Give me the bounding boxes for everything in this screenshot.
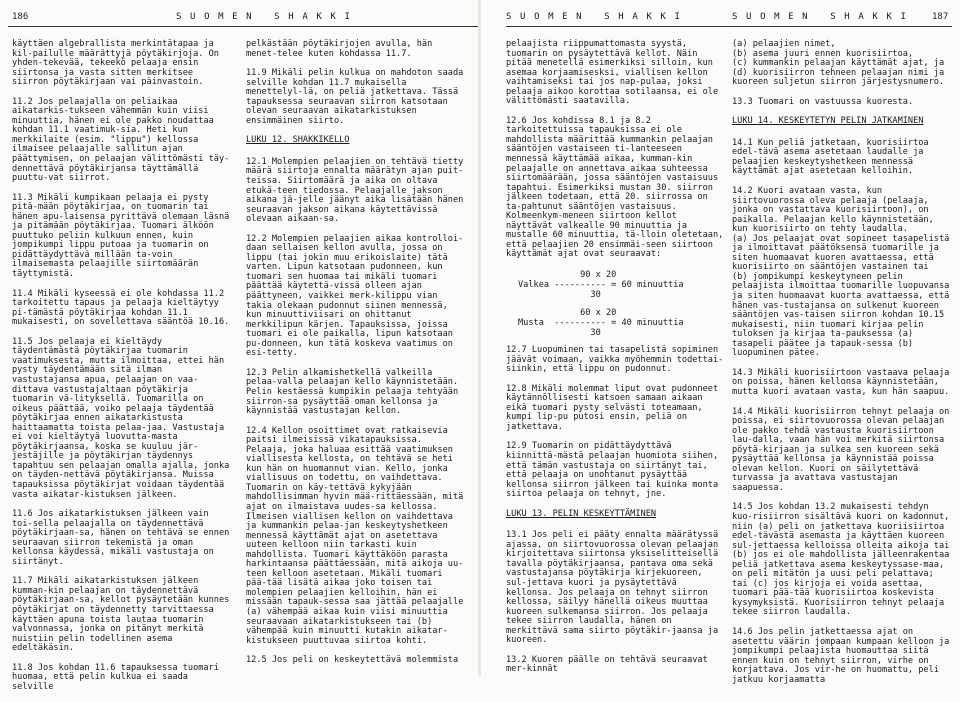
paragraph: 13.2 Kuoren päälle on tehtävä seuraavat mer-kinnät	[506, 654, 708, 675]
left-page	[0, 0, 480, 692]
formula-musta: 60 x 20 Musta ---------- = 40 minuuttia 30	[518, 308, 684, 339]
paragraph: 14.2 Kuori avataan vasta, kun siirtovuorossa oleva pelaaja (pelaaja, jonka on vastattava kuorisiirtoon), on paikalla. Pelaajan kello käynnistetään, kun kuorisiirto on tehty laudalla. (a) Jos pelaajat ovat sopineet tasapelistä ja ilmoittavat päätöksensä tuomarille ja siten huomaavat kuoren avattaessa, että kuorisiirto on sääntöjen vastainen tai (b) jompikumpi keskeytyneen pelin pelaajista ilmoittaa tuomarille luopuvansa ja siten huomaavat kuorta avattaessa, että hänen vas-tustajansa on sulkenut kuoreen sääntöjen vas-taisen siirron kohdan 10.15 mukaisesti, niin tuomari kirjaa pelin tuloksen ja kirjaa ta-pauksessa (a) tasapeli päätee ja tapauk-sessa (b) luopuminen pätee.	[732, 186, 950, 359]
right-page-column-1	[506, 40, 724, 685]
left-page-header	[0, 12, 480, 26]
right-page	[480, 0, 960, 685]
paragraph: 11.2 Jos pelaajalla on peliaikaa aikatarkis-tukseen vähemmän kuin viisi minuuttia, hänen ei ole pakko noudattaa kohdan 11.1 vaatimuk-sia. Heti kun merkkilaite (esim. "lippu") kellossa ilmaisee pelaajalle sallitun ajan päättymisen, on pelaajan välittömästi täy-dennettävä pöytäkirjansa täyttämällä puuttu-vat siirrot.	[12, 96, 230, 184]
paragraph: 11.3 Mikäli kumpikaan pelaaja ei pysty pitä-mään pöytäkirjaa, on tuomarin tai hänen apu-laisensa pyrittävä olemaan läsnä ja pitämään pöytäkirjaa. Tuomari älköön puuttuko peliin kulkuun ennen, kuin jompikumpi lippu putoaa ja tuomarin on pidättäydyttävä millään ta-voin ilmaisemasta pelaajille siirtomäärän täyttymistä.	[12, 192, 230, 280]
paragraph: 14.5 Jos kohdan 13.2 mukaisesti tehdyn kuo-risiirron sisältävä kuori on kadonnut, niin (a) peli on jatkettava kuoriisiirtoa edel-tävästä asemasta ja käyttäen kuoreen sul-jettaessa kelloissa olleita aikoja tai (b) jos ei ole mahdollista jälleenrakentaa peliä jatkettava asema keskeytyssase-maa, on peli mitätön ja uusi peli pelattava; tai (c) jos kirjoja ei voida asettaa, tuomari pää-tää kuorisiirtoa koskevista kysymyksistä. Kuorisiirron tehnyt pelaaja tekee siirron laudalla.	[732, 502, 950, 618]
paragraph: 12.3 Pelin alkamishetkellä valkeilla pelaa-valla pelaajan kello käynnistetään. Pelin kestäessä kumpikin pelaaja tehtyään siirron-sa pysäyttää oman kellonsa ja käynnistää vastustajan kellon.	[246, 367, 459, 417]
paragraph: 13.3 Tuomari on vastuussa kuoresta.	[732, 96, 914, 107]
paragraph: (a) pelaajien nimet, (b) asema juuri ennen kuorisiirtoa, (c) kummankin pelaajan käyttämät ajat, ja (d) kuorisiirron tehneen pelaajan nimi ja kuoreen suljetun siirron järjestysnumero.	[732, 39, 945, 88]
paragraph: 12.8 Mikäli molemmat liput ovat pudonneet käytännöllisesti katsoen samaan aikaan eikä tuomari pysty selvästi toteamaan, kumpi lip-pu putosi ensin, peliä on jatkettava.	[506, 383, 719, 432]
paragraph: 14.3 Mikäli kuorisiirtoon vastaava pelaaja on poissa, hänen kellonsa käynnistetään, mutta kuori avataan vasta, kun hän saapuu.	[732, 367, 950, 397]
chapter-heading: LUKU 13. PELIN KESKEYTTÄMINEN	[506, 508, 657, 519]
header-rule	[506, 26, 952, 27]
paragraph: 11.9 Mikäli pelin kulkua on mahdoton saada selville kohdan 11.7 mukaisella menettelyl-lä, on peliä jatkettava. Tässä tapauksessa seuraavan siirron katsotaan olevan seuraavan aikatarkistuksen ensimmäinen siirto.	[246, 68, 464, 126]
paragraph: 11.7 Mikäli aikatarkistuksen jälkeen kumman-kin pelaajan on täydennettävä pöytäkirjaan-sa, kellot pysäytetään kunnes pöytäkirjat on täydennetty tarvittaessa käyttäen apuna toista lautaa tuomarin valvonnassa, jonka on pitänyt merkitä nuistiin pelin todellinen asema edeltäkäsin.	[12, 576, 230, 654]
right-page-header	[480, 12, 960, 26]
chapter-heading: LUKU 12. SHAKKIKELLO	[246, 135, 350, 146]
left-page-column-2	[246, 40, 464, 676]
running-head: S U O M E N S H A K K I	[732, 12, 908, 22]
paragraph: pelaajista riippumattomasta syystä, tuomarin on pysäytettävä kellot. Näin pitää menetellä esimerkiksi silloin, kun asemaa korjaamisesksi, viallisen kellon vaihtamiseksi tai jos nap-pulaa, joksi pelaaja aikoo korottaa sotilaansa, ei ole välittömästi saatavilla.	[506, 39, 719, 107]
paragraph: 11.4 Mikäli kyseessä ei ole kohdassa 11.2 tarkoitettu tapaus ja pelaaja kieltäytyy pi-tämästä pöytäkirjaa kohdan 11.1 mukaisesti, on sovellettava sääntöä 10.16.	[12, 288, 230, 328]
left-page-column-1	[12, 40, 230, 702]
paragraph: 11.6 Jos aikatarkistuksen jälkeen vain toi-sella pelaajalla on täydennettävä pöytäkirjaan-sa, hänen on tehtävä se ennen seuraavan siirron tekemistä ja oman kellonsa käydessä, mikäli vastustaja on siirtänyt.	[12, 509, 230, 567]
running-head: S U O M E N S H A K K I	[176, 12, 352, 22]
paragraph: 14.4 Mikäli kuorisiirron tehnyt pelaaja on poissa, ei siirtovuorossa olevan pelaajan ole pakko tehdä vastausta kuorisiirtoon lau-dalla, vaan hän voi merkitä siirtonsa pöytä-kirjaan ja sulkea sen kuoreen sekä pysäyttää kellonsa ja käynnistää poissa olevan kellon. Kuori on säilytettävä turvassa ja avattava vastustajan saapuessa.	[732, 406, 950, 493]
page-number: 187	[932, 12, 949, 22]
paragraph: pelkästään pöytäkirjojen avulla, hän menet-telee kuten kohdassa 11.7.	[246, 39, 433, 59]
paragraph: 12.2 Molempien pelaajien aikaa kontrolloi-daan sellaisen kellon avulla, jossa on lippu (tai jokin muu erikoislaite) tätä varten. Lipun katsotaan pudonneen, kun tuomari sen huomaa tai mikäli tuomari päättää käytettä-vissä olleen ajan päättyneen, vaikkei merk-kilippu vian takia olekaan pudonnut siinen mennessä, kun minuuttiviisari on ohittanut merkkilipun kärjen. Tapauksissa, joissa tuomari ei ole paikalla, lipun katsotaan pu-donneen, kun tätä koskeva vaatimus on esi-tetty.	[246, 233, 464, 359]
paragraph: 12.5 Jos peli on keskeytettävä molemmista	[246, 655, 459, 666]
paragraph: 14.6 Jos pelin jatkettaessa ajat on asetettu väärin jompaan kumpaan kelloon ja jompikumpi pelaajista huomauttaa siitä ennen kuin on tehnyt siirron, virhe on korjattava. Jos vir-he on huomattu, peli jatkuu korjaamatta	[732, 626, 950, 685]
paragraph: 12.7 Luopuminen tai tasapelistä sopiminen jäävät voimaan, vaikka myöhemmin todettai-siinkin, että lippu on pudonnut.	[506, 345, 724, 375]
paragraph: käyttäen algebrallista merkintätapaa ja kil-pailulle määrättyjä pöytäkirjoja. On yhden-tekevää, tekeekö pelaaja ensin siirtonsa ja vasta sitten merkitsee siirron pöytäkirjaan vai päinvastoin.	[12, 39, 219, 88]
paragraph: 11.8 Jos kohdan 11.6 tapauksessa tuomari huomaa, että pelin kulkua ei saada selville	[12, 662, 219, 692]
chapter-heading: LUKU 14. KESKEYTETYN PELIN JATKAMINEN	[732, 116, 924, 127]
paragraph: 11.5 Jos pelaaja ei kieltäydy täydentämästä pöytäkirjaa tuomarin vaatimuksesta, mutta ilmoittaa, ettei hän pysty täydentämään sitä ilman vastustajansa apua, pelaajan on vaa-dittava vastustajaltaan pöytäkirja tuomarin vä-lityksellä. Tuomarilla on oikeus päättää, voiko pelaaja täydentää pöytäkirjaa ennen aikatarkistusta haittaamatta toista pelaa-jaa. Vastustaja ei voi kieltäytyä luovutta-masta pöytäkirjaansa, koska se kuuluu jär-jestäjille ja pöytäkirjan täydennys tapahtuu sen pelaajan omalla ajalla, jonka on täyden-nettävä pöytäkirjansa. Muissa tapauksissa pöytäkirjat voidaan täydentää vasta aikatar-kistuksen jälkeen.	[12, 336, 230, 500]
running-head: S U O M E N S H A K K I	[506, 12, 682, 22]
paragraph: 12.4 Kellon osoittimet ovat ratkaisevia paitsi ilmeisissä vikatapauksissa. Pelaaja, joka haluaa esittää vaatimuksen viallisesta kellosta, on tehtävä se heti kun hän on huomannut vian. Kello, jonka viallisuus on todettu, on vaihdettava. Tuomarin on käy-tettävä kykyjään mahdollisimman hyvin mää-rittäessään, mitä ajat on ilmaistava uudes-sa kellossa. Ilmeisen viallisen kellon on vaihdettava ja kummankin pelaa-jan keskeytyshetkeen mennessä käyttämät ajat on asetettava uuteen kelloon niin tarkasti kuin mahdollista. Tuomari käyttäköön parasta harkintaansa päättäessään, mitä aikoja uu-teen kelloon asetetaan. Mikäli tuomari pää-tää lisätä aikaa joko toisen tai molempien pelaajien kelloihin, hän ei missään tapauk-sessa saa jättää pelaajalle (a) vähempää aikaa kuin viisi minuuttia seuraavaan aikatarkistukseen tai (b) vähempää kuin minuutti kutakin aikatar-kistukseen puuttuvaa siirtoa kohti.	[246, 425, 464, 646]
paragraph: 14.1 Kun peliä jatketaan, kuorisiirtoa edel-tävä asema asetetaan laudalle ja pelaajien keskeytyshetkeen mennessä käyttämät ajat asetetaan kelloihin.	[732, 137, 929, 177]
right-page-column-2	[732, 40, 950, 695]
paragraph: 12.6 Jos kohdissa 8.1 ja 8.2 tarkoitettuissa tapauksissa ei ole mahdollista määrittää kummankin pelaajan sääntöjen vastaiseen ti-lanteeseen mennessä käyttämää aikaa, kumman-kin pelaajalle on annettava aikaa suhteessa siirtomäärään, jossa sääntöjen vastaisuus tapahtui. Esimerkiksi mustan 30. siirron jälkeen todetaan, että 20. siirrossa on ta-pahtunut sääntöjen vastaisuus. Kolmeenkym-meneen siirtoon kellot näyttävät valkealle 90 minuuttia ja mustalle 60 minuuttia, tä-lloin oletetaan, että pelaajien 20 ensimmäi-seen siirtoon käyttämät ajat ovat seuraavat:	[506, 115, 724, 260]
paragraph: 13.1 Jos peli ei pääty ennalta määrätyssä ajassa, on siirtovuorossa olevan pelaajan kirjoitettava siirtonsa yksiselitteisellä tavalla pöytäkirjaansa, pantava oma sekä vastustajansa pöytäkirja kirjekuoreen, sul-jettava kuori ja pysäytettävä kellonsa. Jos pelaaja on tehnyt siirron kellossa, säilyy hänellä oikeus muuttaa kuoreen sulkemansa siirron. Jos pelaaja tekee siirron laudalla, hänen on merkittävä sama siirto pöytäkir-jaansa ja kuoreen.	[506, 530, 719, 646]
paragraph: 12.1 Molempien pelaajien on tehtävä tietty määrä siirtoja ennalta määrätyn ajan puit-teissa. Siirtomäärä ja aika on oltava etukä-teen tiedossa. Pelaajalle jakson aikana jä-jelle jäänyt aika lisätään hänen seuraavan jakson aikana käytettävissä olevaan aikaan-sa.	[246, 156, 464, 225]
header-rule	[8, 26, 478, 27]
paragraph: 12.9 Tuomarin on pidättäydyttävä kiinnittä-mästä pelaajan huomiota siihen, että tämän vastustaja on siirtänyt tai, että pelaaja on unohtanut pysäyttää kellonsa siirron jälkeen tai kuinka monta siirtoa pelaaja on tehnyt, jne.	[506, 441, 719, 500]
page-number: 186	[12, 12, 29, 22]
formula-valkea: 90 x 20 Valkea ---------- = 60 minuuttia 30	[518, 270, 684, 301]
